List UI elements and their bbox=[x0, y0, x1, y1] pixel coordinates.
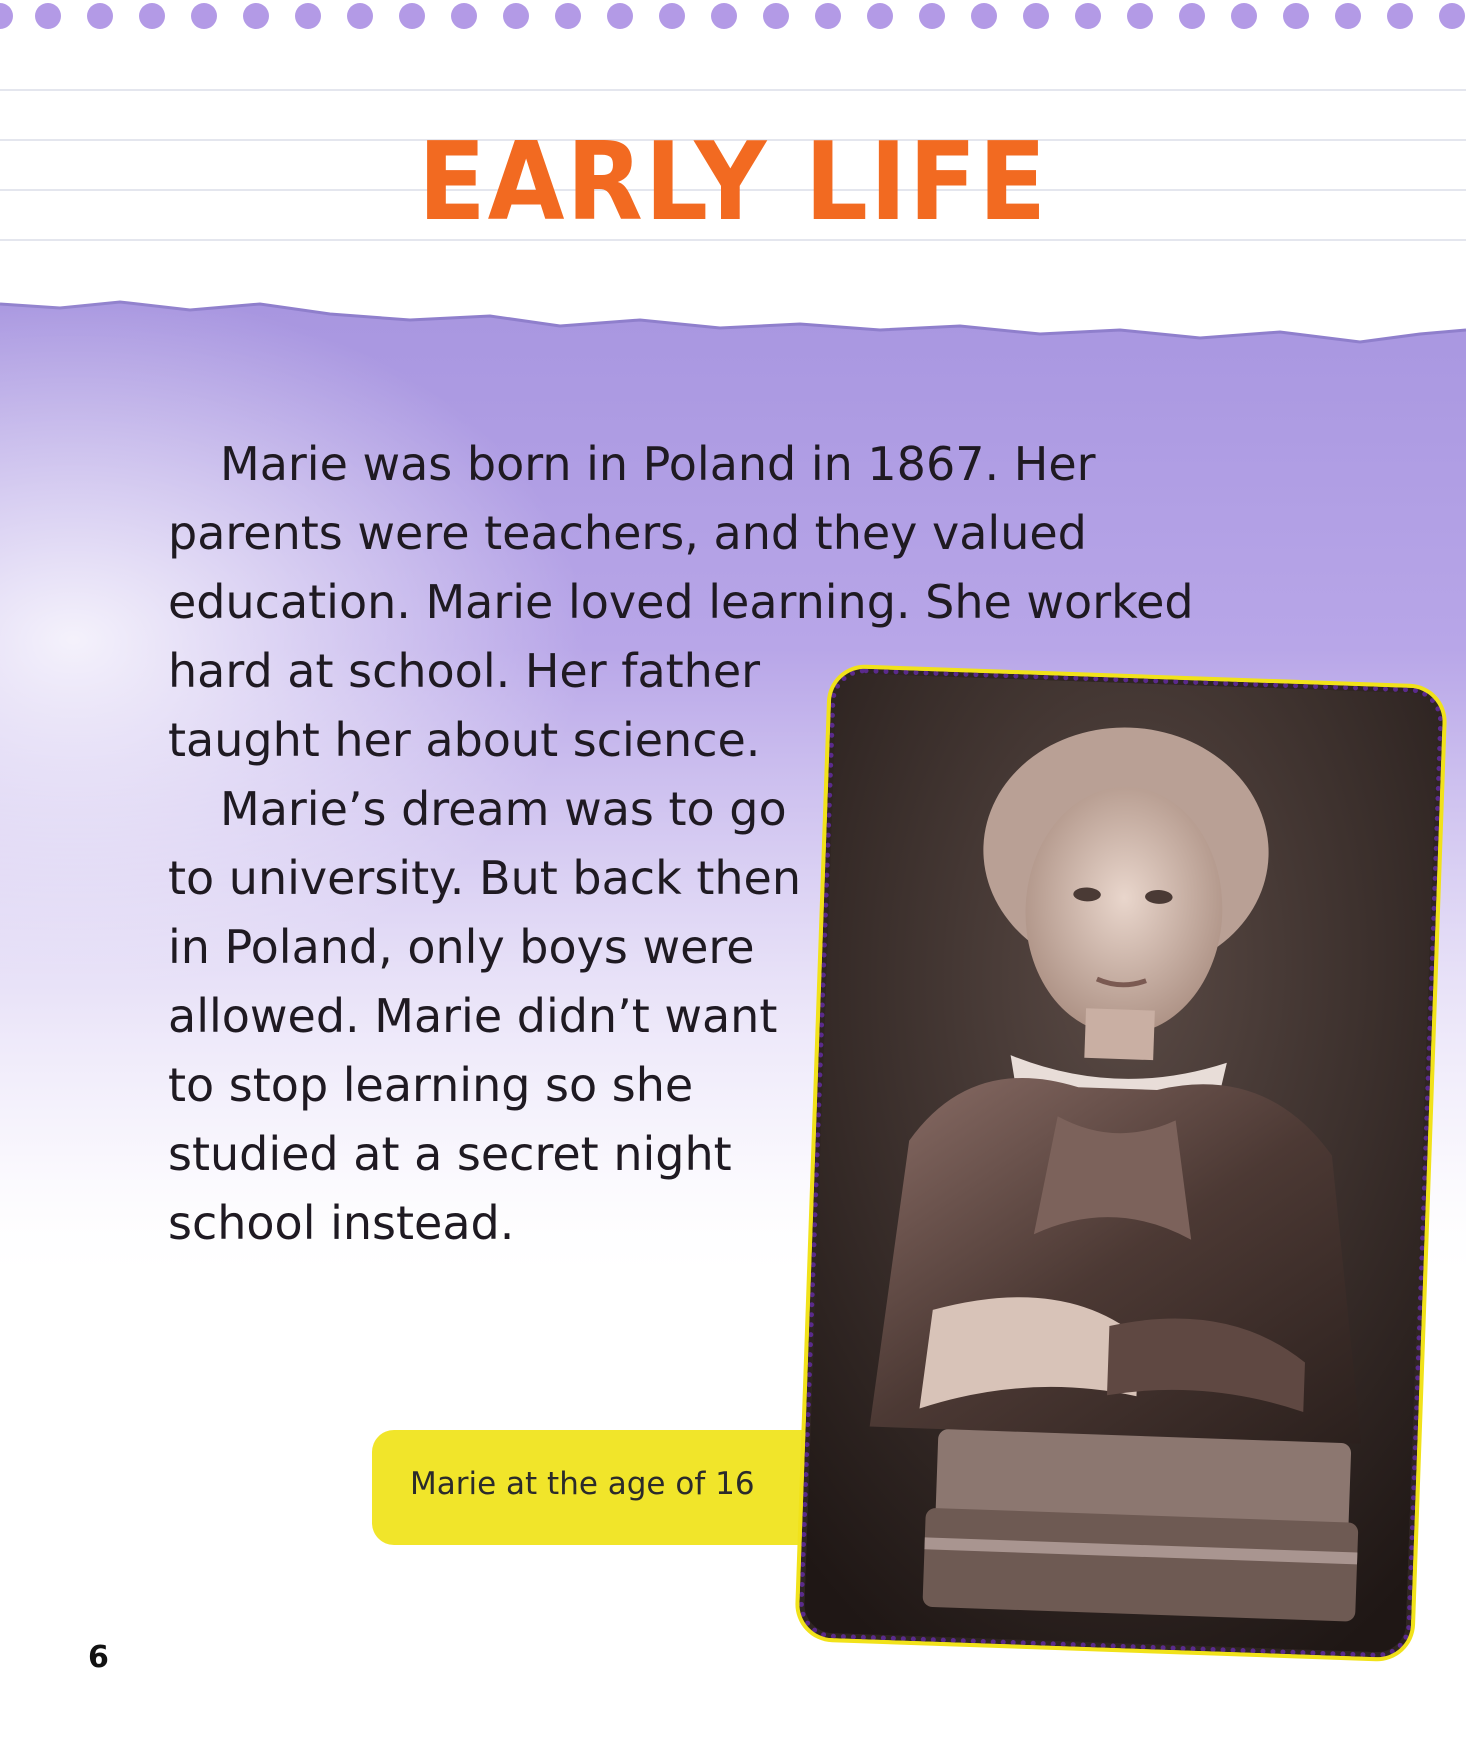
dot-row bbox=[0, 3, 1465, 29]
text-line: education. Marie loved learning. She worked bbox=[168, 575, 1194, 629]
text-line: in Poland, only boys were bbox=[168, 920, 755, 974]
text-line: studied at a secret night bbox=[168, 1127, 732, 1181]
page-title: EARLY LIFE bbox=[417, 120, 1049, 245]
photo-caption-box bbox=[372, 1430, 842, 1545]
text-line: allowed. Marie didn’t want bbox=[168, 989, 778, 1043]
portrait-photo bbox=[798, 668, 1443, 1659]
text-line: hard at school. Her father bbox=[168, 644, 761, 698]
text-line: Marie’s dream was to go bbox=[220, 782, 787, 836]
photo-frame bbox=[798, 668, 1443, 1659]
page-number: 6 bbox=[88, 1640, 109, 1675]
dotted-border-decoration bbox=[0, 0, 1466, 36]
text-line: to stop learning so she bbox=[168, 1058, 694, 1112]
text-line: parents were teachers, and they valued bbox=[168, 506, 1087, 560]
text-line: school instead. bbox=[168, 1196, 515, 1250]
portrait-image bbox=[803, 673, 1438, 1653]
text-line: taught her about science. bbox=[168, 713, 761, 767]
text-line: Marie was born in Poland in 1867. Her bbox=[220, 437, 1096, 491]
photo-caption: Marie at the age of 16 bbox=[410, 1466, 755, 1502]
text-line: to university. But back then bbox=[168, 851, 801, 905]
